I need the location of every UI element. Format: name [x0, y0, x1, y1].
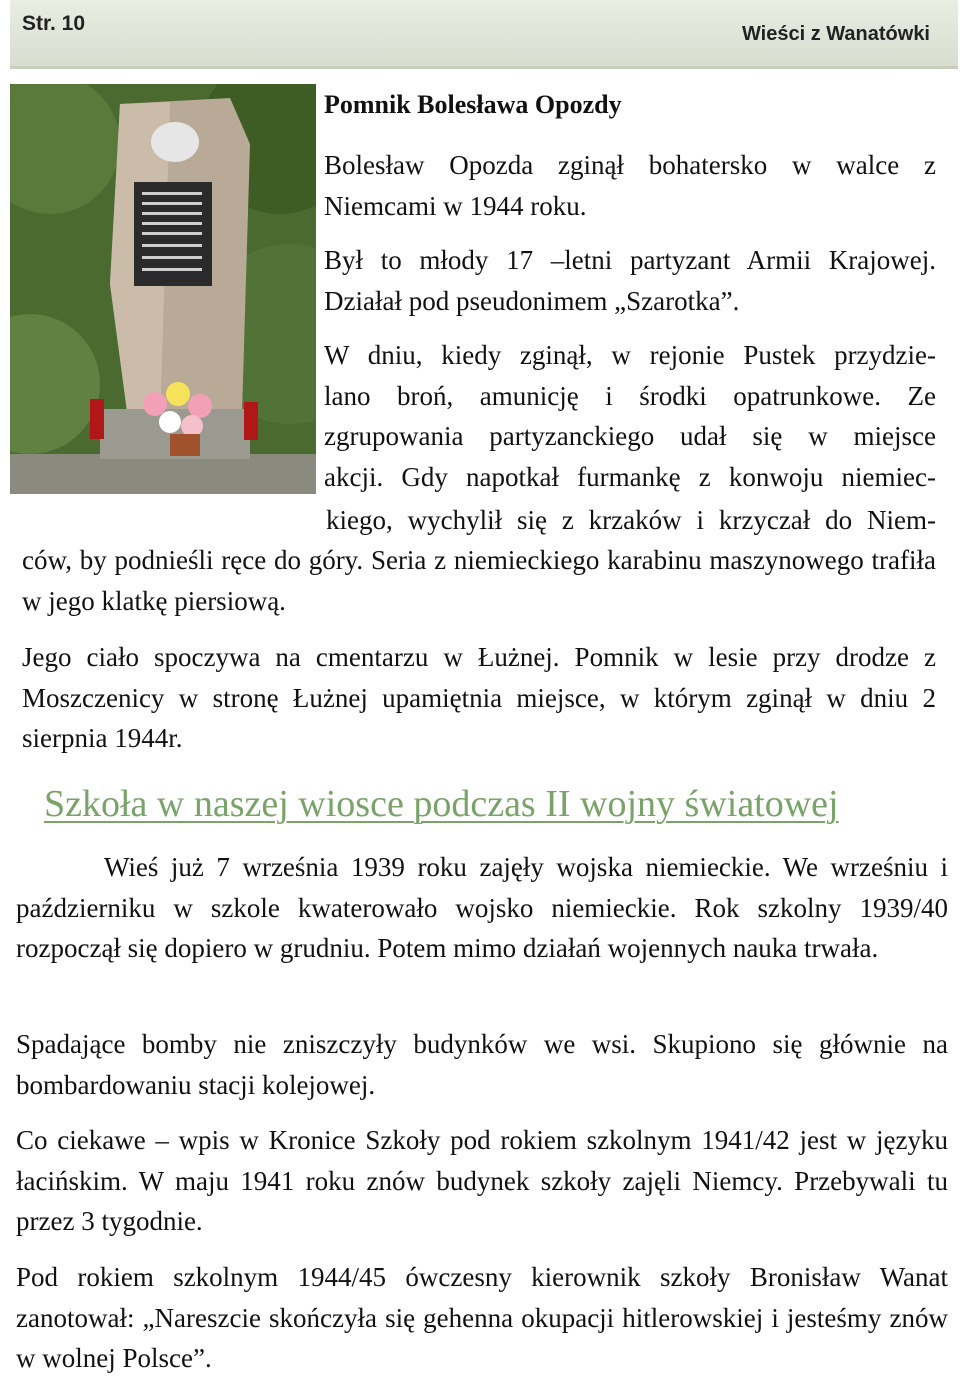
monument-photo [10, 84, 316, 494]
journal-name: Wieści z Wanatówki [741, 23, 930, 45]
article-paragraph-2: Był to młody 17 –letni partyzant Armii Krajowej. Działał pod pseudonimem „Szarotka”. [324, 245, 936, 316]
article-paragraph-3-line-3: zgrupowania partyzanckiego udał się w miejsce [324, 421, 936, 451]
page-header [10, 0, 958, 69]
section-title: Szkoła w naszej wiosce podczas II wojny światowej [44, 783, 839, 825]
article-paragraph-3-rest: ców, by podnieśli ręce do góry. Seria z niemieckiego karabinu maszynowego trafiła w jego klatkę piersiową. [22, 545, 936, 616]
section-paragraph-3: Co ciekawe – wpis w Kronice Szkoły pod rokiem szkolnym 1941/42 jest w języku łacińskim. W maju 1941 roku znów budynek szkoły zajęli Niemcy. Przebywali tu przez 3 tygodnie. [16, 1125, 948, 1236]
article-paragraph-3-line-1: W dniu, kiedy zginął, w rejonie Pustek przydzie- [324, 340, 936, 370]
page-number: Str. 10 [22, 12, 86, 35]
article-paragraph-3-line-5: kiego, wychylił się z krzaków i krzyczał do Niem- [326, 505, 936, 535]
section-paragraph-2: Spadające bomby nie zniszczyły budynków we wsi. Skupiono się głównie na bombardowaniu stacji kolejowej. [16, 1029, 948, 1100]
section-paragraph-4: Pod rokiem szkolnym 1944/45 ówczesny kierownik szkoły Bronisław Wanat zanotował: „Nareszcie skończyła się gehenna okupacji hitlerowskiej i jesteśmy znów w wolnej Polsce”. [16, 1262, 948, 1373]
article-paragraph-1: Bolesław Opozda zginął bohatersko w walce z Niemcami w 1944 roku. [324, 150, 936, 221]
article-paragraph-3-line-2: lano broń, amunicję i środki opatrunkowe. Ze [324, 380, 936, 411]
article-title: Pomnik Bolesława Opozdy [324, 90, 622, 119]
article-paragraph-4: Jego ciało spoczywa na cmentarzu w Łużnej. Pomnik w lesie przy drodze z Moszczenicy w stronę Łużnej upamiętnia miejsce, w którym zginął w dniu 2 sierpnia 1944r. [22, 642, 936, 753]
article-paragraph-3-line-4: akcji. Gdy napotkał furmankę z konwoju niemiec- [324, 461, 936, 492]
section-paragraph-1-text: Wieś już 7 września 1939 roku zajęły wojska niemieckie. We wrześniu i październiku w szkole kwaterowało wojsko niemieckie. Rok szkolny 1939/40 rozpoczął się dopiero w grudniu. Potem mimo działań wojennych nauka trwała. [16, 852, 948, 963]
article-paragraph-3-wrapped [324, 335, 936, 497]
section-paragraph-1 [16, 847, 948, 969]
